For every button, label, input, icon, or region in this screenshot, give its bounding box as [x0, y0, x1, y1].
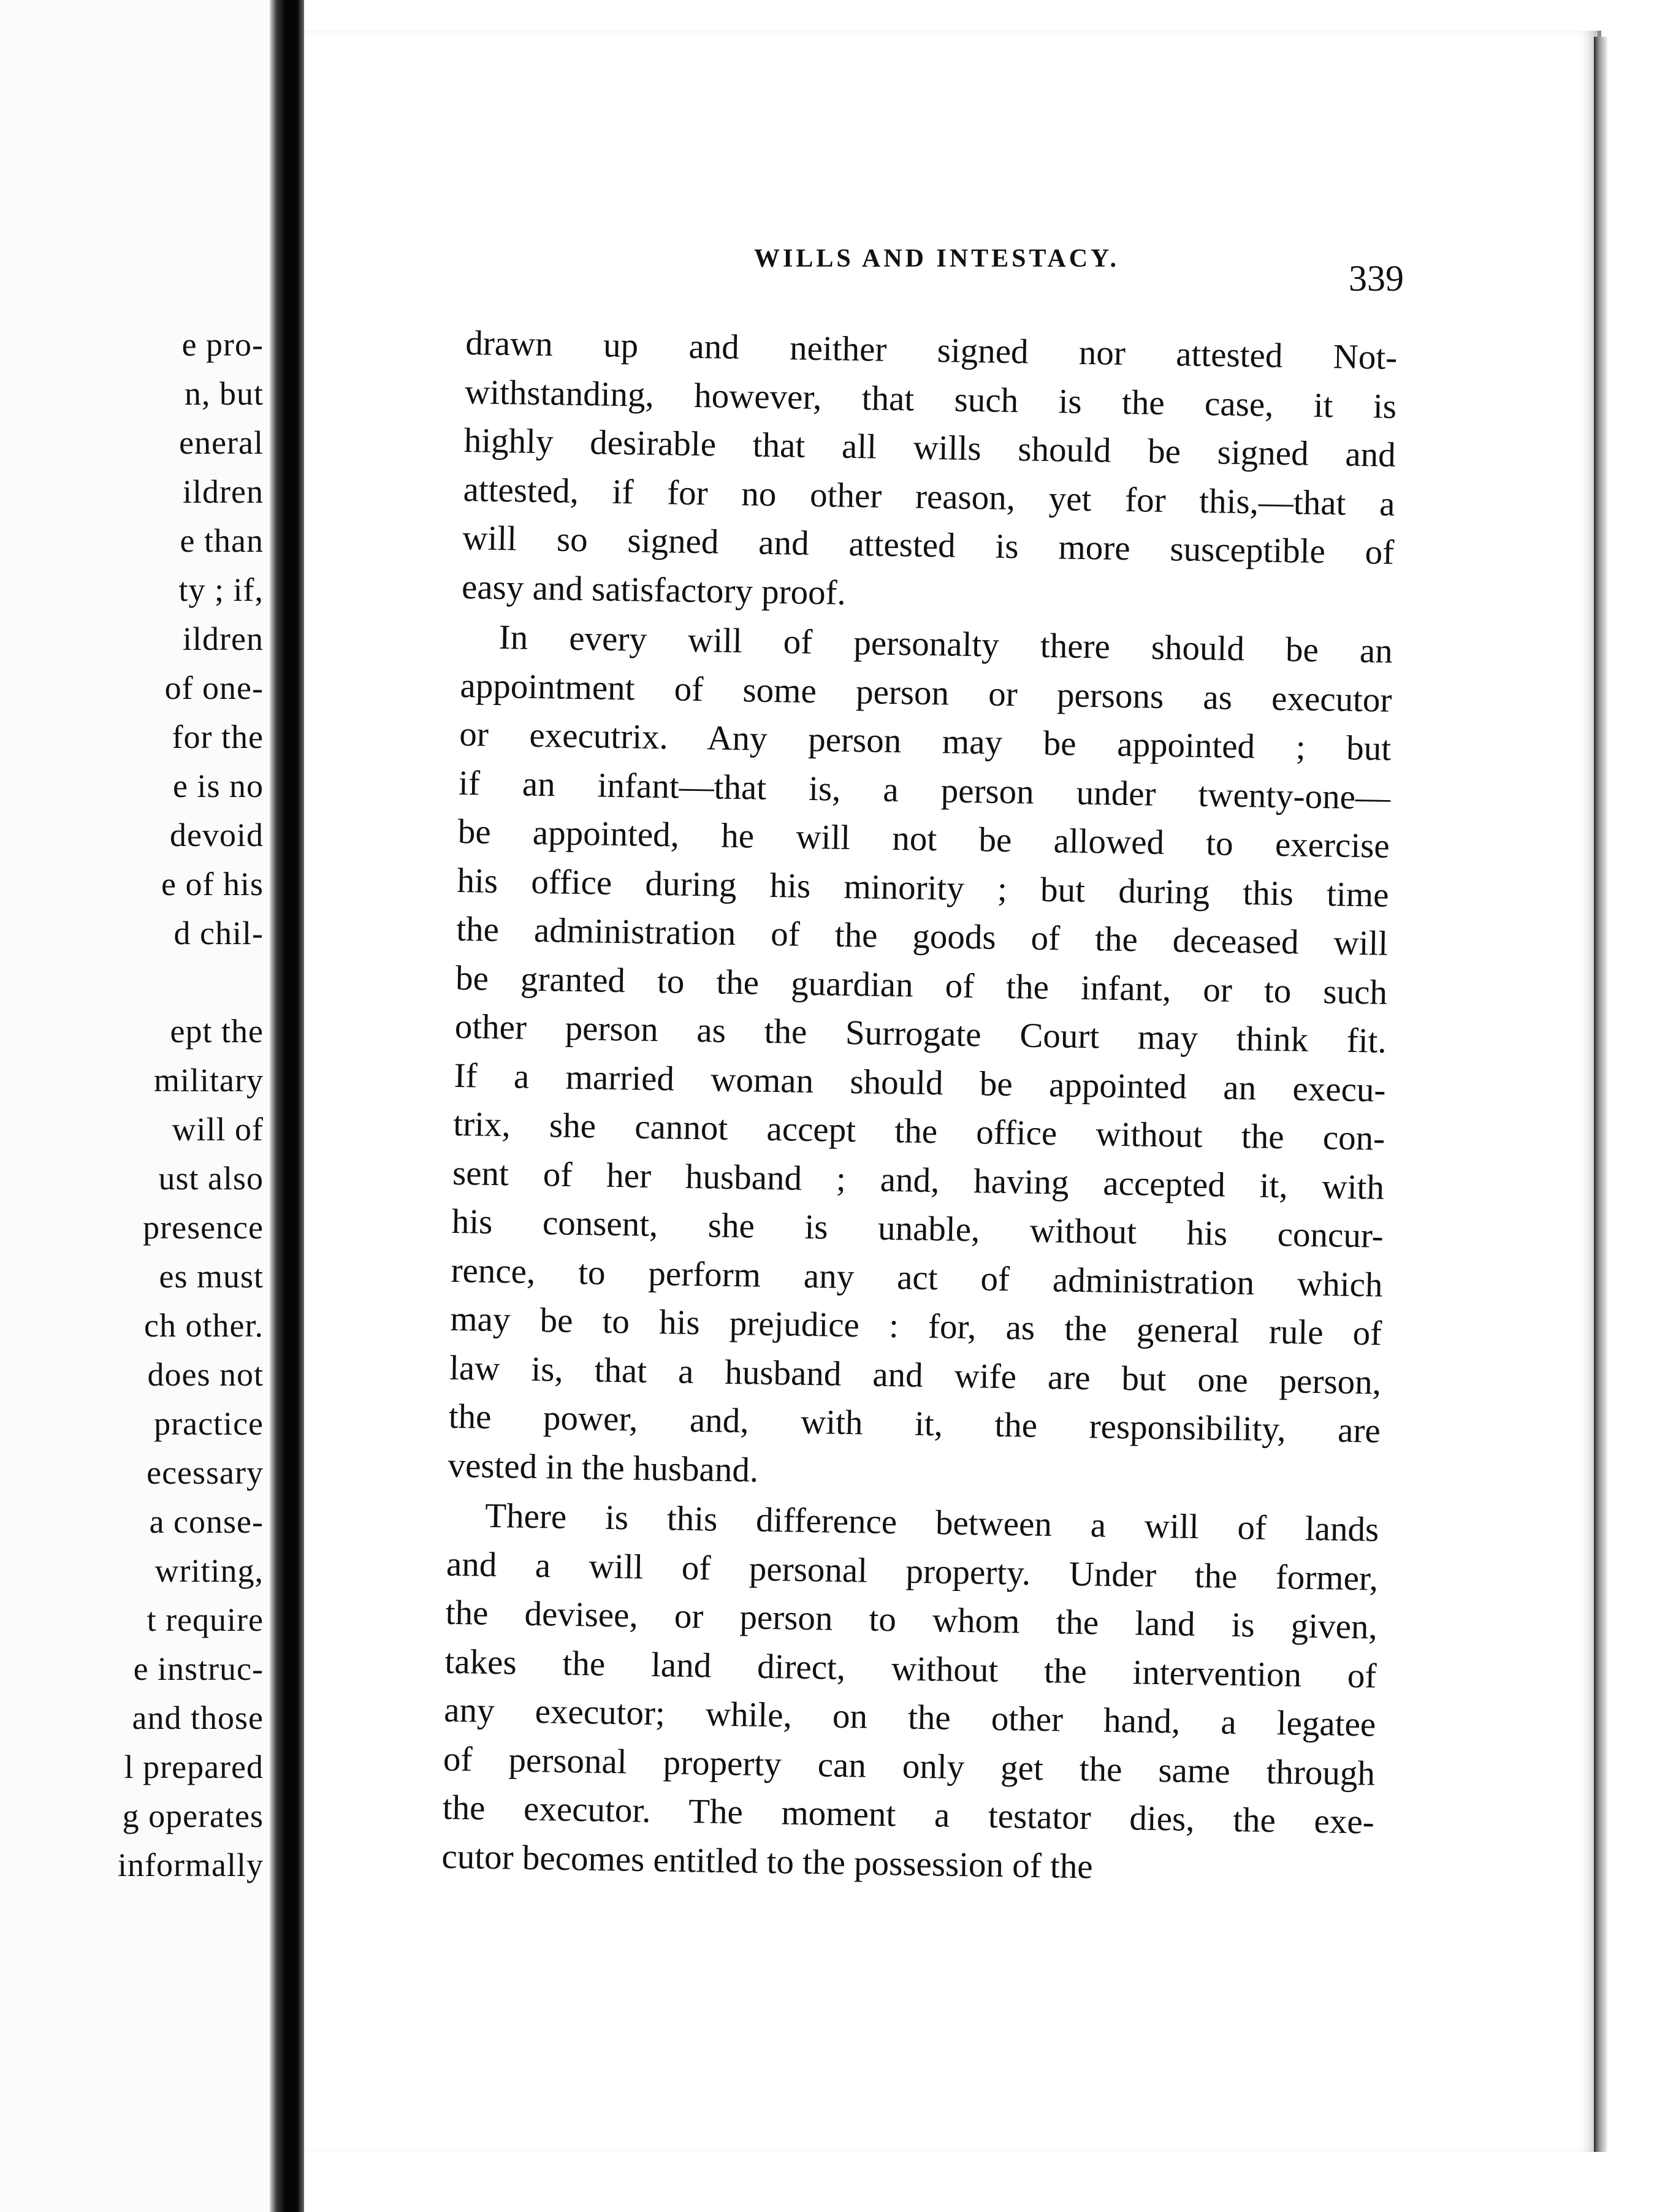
- left-page-line: ty ; if,: [178, 571, 264, 608]
- left-page-line: ept the: [170, 1013, 264, 1050]
- left-page-line: e pro-: [181, 326, 264, 363]
- left-page-line: eneral: [179, 424, 264, 461]
- left-page-line: military: [154, 1062, 264, 1099]
- left-page-line: does not: [147, 1356, 264, 1393]
- text-line: his consent, she is unable, without his concur-: [451, 1202, 1384, 1256]
- left-page-line: [0, 958, 264, 1007]
- left-page-line: e instruc-: [133, 1650, 264, 1687]
- left-page-line: presence: [143, 1209, 264, 1246]
- text-line: withstanding, however, that such is the case, it is: [464, 372, 1397, 426]
- left-page-line: n, but: [184, 375, 264, 412]
- left-page-fragment: [0, 0, 270, 2212]
- text-line: the executor. The moment a testator dies, the exe-: [442, 1788, 1375, 1842]
- text-line: the administration of the goods of the deceased will: [455, 909, 1389, 963]
- left-page-line: t require: [147, 1601, 264, 1638]
- text-line: If a married woman should be appointed an execu-: [454, 1056, 1386, 1110]
- text-line: sent of her husband ; and, having accepted it, with: [452, 1153, 1385, 1207]
- text-line: will so signed and attested is more susceptible of: [462, 518, 1395, 572]
- left-page-line: ildren: [183, 473, 264, 510]
- left-page-line: writing,: [154, 1552, 264, 1589]
- text-line: any executor; while, on the other hand, a legatee: [443, 1690, 1376, 1744]
- text-line: if an infant—that is, a person under twenty-one—: [458, 763, 1391, 817]
- left-page-line: informally: [118, 1847, 264, 1883]
- text-line: takes the land direct, without the intervention of: [444, 1642, 1377, 1696]
- running-head: WILLS AND INTESTACY.: [754, 245, 1120, 273]
- text-line: other person as the Surrogate Court may think fit.: [454, 1007, 1387, 1061]
- text-line: his office during his minority ; but during this time: [457, 861, 1389, 915]
- text-line: be granted to the guardian of the infant, or to such: [455, 958, 1388, 1012]
- left-page-line: practice: [154, 1405, 264, 1442]
- left-page-line: d chil-: [173, 915, 264, 952]
- left-page-line: ecessary: [147, 1454, 264, 1491]
- text-line: law is, that a husband and wife are but one person,: [449, 1348, 1382, 1402]
- text-line: or executrix. Any person may be appointed ; but: [459, 714, 1392, 768]
- text-line: may be to his prejudice : for, as the general rule of: [449, 1299, 1382, 1353]
- left-page-line: ust also: [158, 1160, 264, 1197]
- left-page-text: [0, 320, 264, 1890]
- text-line: cutor becomes entitled to the possession of the: [441, 1837, 1094, 1886]
- text-line: trix, she cannot accept the office without the con-: [452, 1104, 1385, 1158]
- text-line: attested, if for no other reason, yet for this,—that a: [463, 470, 1395, 524]
- body-text: [441, 319, 1398, 1896]
- left-page-line: e is no: [173, 768, 264, 804]
- text-line: In every will of personalty there should be an: [498, 617, 1393, 671]
- text-line: rence, to perform any act of administration which: [451, 1251, 1383, 1305]
- text-line: appointment of some person or persons as executor: [460, 666, 1392, 720]
- left-page-line: l prepared: [124, 1749, 264, 1785]
- left-page-line: e of his: [161, 866, 264, 902]
- text-line: easy and satisfactory proof.: [461, 567, 847, 612]
- left-page-line: g operates: [122, 1798, 264, 1834]
- page-edge: [1594, 37, 1607, 2152]
- left-page-line: devoid: [170, 817, 264, 853]
- page-number: 339: [1349, 258, 1404, 299]
- book-gutter: [270, 0, 304, 2212]
- text-line: and a will of personal property. Under the former,: [446, 1544, 1379, 1598]
- left-page-line: es must: [159, 1258, 264, 1295]
- left-page-line: will of: [172, 1111, 264, 1148]
- left-page-line: ch other.: [144, 1307, 264, 1344]
- text-line: There is this difference between a will of lands: [484, 1496, 1379, 1549]
- text-line: vested in the husband.: [448, 1446, 759, 1490]
- paragraph: [441, 1491, 1379, 1896]
- text-line: drawn up and neither signed nor attested Not-: [465, 323, 1398, 377]
- left-page-line: ildren: [183, 620, 264, 657]
- text-line: the power, and, with it, the responsibility, are: [448, 1397, 1381, 1451]
- left-page-line: a conse-: [149, 1503, 264, 1540]
- paragraph: [462, 319, 1398, 626]
- text-line: of personal property can only get the same through: [443, 1739, 1376, 1793]
- left-page-line: and those: [132, 1699, 264, 1736]
- paragraph: [448, 612, 1393, 1505]
- text-line: highly desirable that all wills should be signed and: [463, 421, 1396, 475]
- text-line: be appointed, he will not be allowed to exercise: [457, 812, 1390, 866]
- left-page-line: for the: [172, 719, 264, 755]
- left-page-line: e than: [180, 522, 264, 559]
- left-page-line: of one-: [164, 669, 264, 706]
- text-line: the devisee, or person to whom the land is given,: [445, 1593, 1378, 1647]
